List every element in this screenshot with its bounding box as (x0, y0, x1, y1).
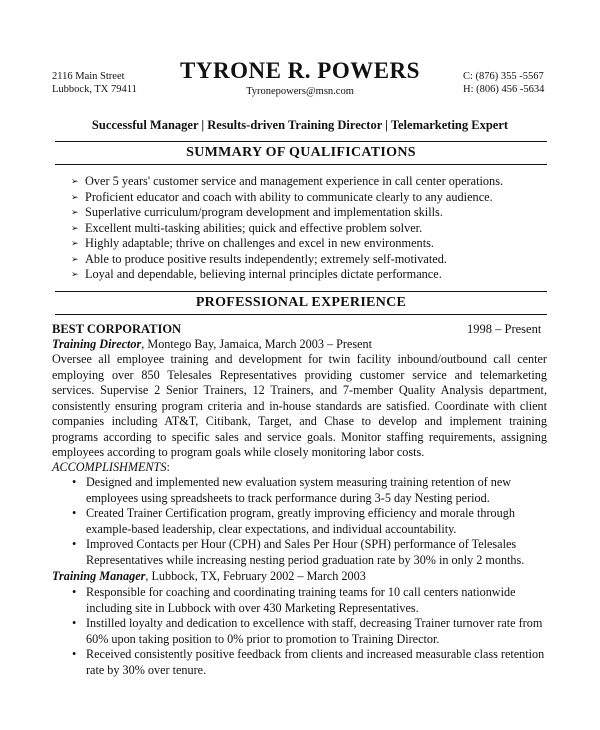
summary-item: ➢ Loyal and dependable, believing internal principles dictate performance. (71, 267, 551, 283)
role-1-title: Training Director (52, 337, 142, 351)
role-2-line (52, 569, 366, 585)
company-dates: 1998 – Present (467, 322, 542, 336)
summary-item: ➢ Highly adaptable; thrive on challenges and excel in new environments. (71, 236, 551, 252)
summary-item: ➢ Excellent multi-tasking abilities; quick and effective problem solver. (71, 221, 551, 237)
summary-item: ➢ Superlative curriculum/program development and implementation skills. (71, 205, 551, 221)
role-1-line (52, 337, 372, 353)
summary-item: ➢ Over 5 years' customer service and management experience in call center operations. (71, 174, 551, 190)
experience-heading: PROFESSIONAL EXPERIENCE (55, 291, 547, 315)
accomplishments-heading (52, 460, 170, 476)
accomplishments-colon: : (166, 460, 170, 474)
accomplishments-list (72, 475, 550, 568)
role-2-item: • Received consistently positive feedback from clients and increased measurable class retention rate by 30% over tenure. (72, 647, 550, 678)
email-address: Tyronepowers@msn.com (246, 86, 354, 97)
phone-block (463, 70, 544, 96)
accomplishment-item: • Designed and implemented new evaluation system measuring training retention of new employees using spreadsheets to track performance during 3-5 day Nesting period. (72, 475, 550, 506)
role-2-list (72, 585, 550, 678)
address-line-2: Lubbock, TX 79411 (52, 84, 137, 95)
role-2-item: • Responsible for coaching and coordinating training teams for 10 call centers nationwide including site in Lubbock with over 430 Marketing Representatives. (72, 585, 550, 616)
role-1-description: Oversee all employee training and development for twin facility inbound/outbound call center employing over 850 Telesales Representatives providing customer service and telemarketing services. Supervise 2 Senior Trainers, 12 Trainers, and 7-member Quality Analysis department, consistently ensuring program criteria and in-house standards are satisfied. Coordinate with client companies including AT&T, Citibank, Target, and Chase to develop and implement training programs according to specific sales and service goals. Monitor staffing requirements, assigning employees according to program goals while closely monitoring labor costs. (52, 352, 547, 459)
accomplishment-item: • Created Trainer Certification program, greatly improving efficiency and morale through example-based leadership, clear expectations, and individual accountability. (72, 506, 550, 537)
accomplishment-item: • Improved Contacts per Hour (CPH) and Sales Per Hour (SPH) performance of Telesales Representatives while increasing nesting period graduation rate by 30% in only 2 months. (72, 537, 550, 568)
summary-item: ➢ Proficient educator and coach with ability to communicate clearly to any audience. (71, 190, 551, 206)
summary-heading: SUMMARY OF QUALIFICATIONS (55, 141, 547, 165)
role-2-title: Training Manager (52, 569, 146, 583)
company-name: BEST CORPORATION (52, 322, 182, 336)
candidate-name: TYRONE R. POWERS (180, 58, 420, 83)
phone-home: H: (806) 456 -5634 (463, 84, 545, 95)
role-2-details: , Lubbock, TX, February 2002 – March 2003 (145, 569, 366, 583)
address-line-1: 2116 Main Street (52, 71, 125, 82)
role-2-item: • Instilled loyalty and dedication to excellence with staff, decreasing Trainer turnover rate from 60% upon taking position to 0% prior to promotion to Training Director. (72, 616, 550, 647)
accomplishments-label: ACCOMPLISHMENTS (52, 460, 167, 474)
summary-item: ➢ Able to produce positive results independently; extremely self-motivated. (71, 252, 551, 268)
summary-list (71, 174, 551, 283)
phone-cell: C: (876) 355 -5567 (463, 71, 544, 82)
role-1-details: , Montego Bay, Jamaica, March 2003 – Present (141, 337, 372, 351)
tagline: Successful Manager | Results-driven Training Director | Telemarketing Expert (91, 118, 509, 132)
